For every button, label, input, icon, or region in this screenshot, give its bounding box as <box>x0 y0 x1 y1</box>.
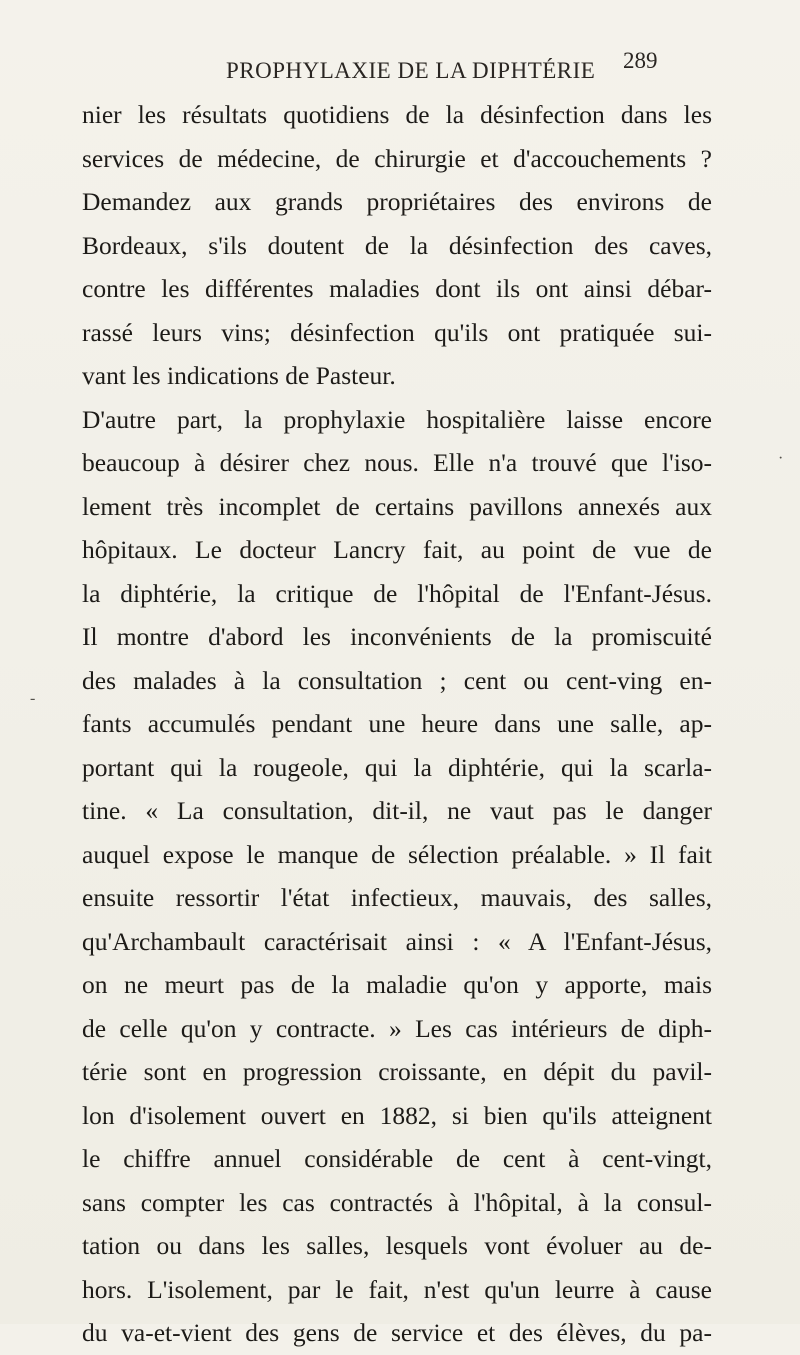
text-line: on ne meurt pas de la maladie qu'on y apporte, mais <box>82 970 712 999</box>
text-line: beaucoup à désirer chez nous. Elle n'a trouvé que l'iso- <box>82 448 712 477</box>
text-line: térie sont en progression croissante, en dépit du pavil- <box>82 1057 712 1086</box>
running-title: PROPHYLAXIE DE LA DIPHTÉRIE <box>226 58 596 83</box>
text-line: portant qui la rougeole, qui la diphtérie, qui la scarla- <box>82 752 712 782</box>
text-line: fants accumulés pendant une heure dans une salle, ap- <box>82 709 712 738</box>
text-line: Demandez aux grands propriétaires des environs de <box>82 187 712 216</box>
text-line: Il montre d'abord les inconvénients de la promiscuité <box>82 622 712 651</box>
text-line: rassé leurs vins; désinfection qu'ils ont pratiquée sui- <box>82 317 712 347</box>
text-line: Bordeaux, s'ils doutent de la désinfection des caves, <box>82 230 712 260</box>
text-line: services de médecine, de chirurgie et d'accouchements ? <box>82 143 712 173</box>
body-text <box>82 93 712 1355</box>
text-line: ensuite ressortir l'état infectieux, mauvais, des salles, <box>82 883 712 912</box>
text-line: hôpitaux. Le docteur Lancry fait, au point de vue de <box>82 535 712 564</box>
margin-dot-mark: · <box>778 450 784 467</box>
text-line: vant les indications de Pasteur. <box>82 361 396 390</box>
text-line: de celle qu'on y contracte. » Les cas intérieurs de diph- <box>82 1013 712 1043</box>
text-line: lement très incomplet de certains pavillons annexés aux <box>82 491 712 521</box>
text-line: contre les différentes maladies dont ils ont ainsi débar- <box>82 274 712 303</box>
text-line: des malades à la consultation ; cent ou cent-ving en- <box>82 665 712 695</box>
text-line: tation ou dans les salles, lesquels vont évoluer au de- <box>82 1231 712 1260</box>
text-line: le chiffre annuel considérable de cent à cent-vingt, <box>82 1144 712 1173</box>
text-line: auquel expose le manque de sélection préalable. » Il fait <box>82 839 712 869</box>
text-line: la diphtérie, la critique de l'hôpital de l'Enfant-Jésus. <box>82 578 712 608</box>
text-line: tine. « La consultation, dit-il, ne vaut pas le danger <box>82 796 712 825</box>
margin-dash-mark: - <box>30 690 36 707</box>
page-number: 289 <box>623 48 658 73</box>
text-line: hors. L'isolement, par le fait, n'est qu'un leurre à cause <box>82 1274 712 1304</box>
text-line: du va-et-vient des gens de service et des élèves, du pa- <box>82 1318 712 1347</box>
text-line: lon d'isolement ouvert en 1882, si bien qu'ils atteignent <box>82 1100 712 1130</box>
text-line: sans compter les cas contractés à l'hôpital, à la consul- <box>82 1187 712 1217</box>
text-line: nier les résultats quotidiens de la désinfection dans les <box>82 100 712 129</box>
text-line: D'autre part, la prophylaxie hospitalière laisse encore <box>82 404 712 434</box>
text-line: qu'Archambault caractérisait ainsi : « A l'Enfant-Jésus, <box>82 926 712 956</box>
